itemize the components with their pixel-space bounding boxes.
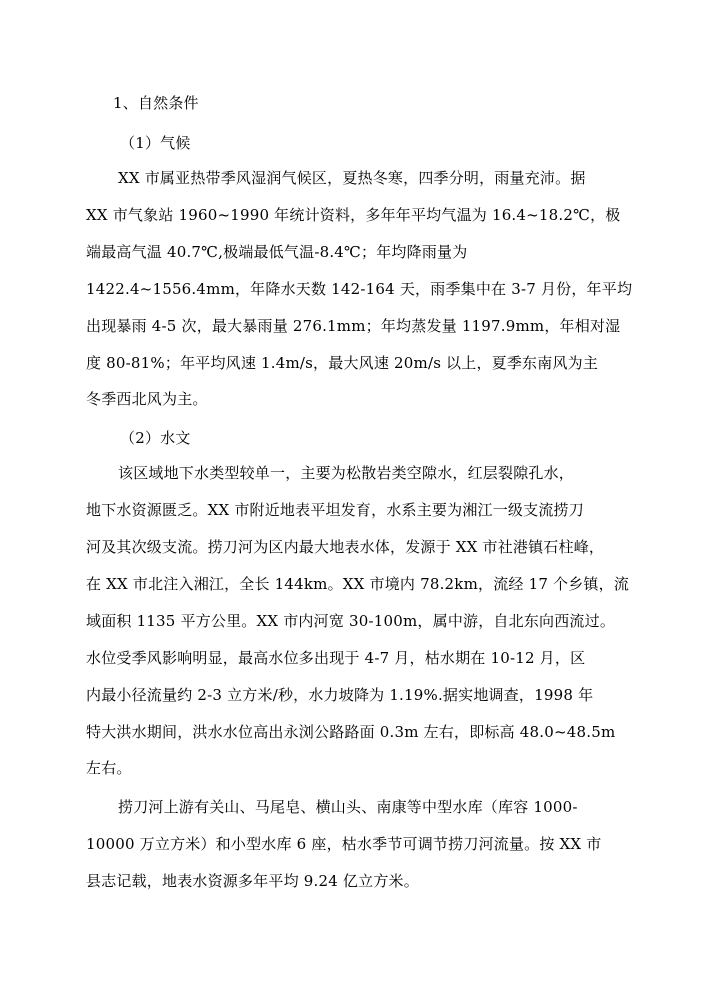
section-heading: 1、自然条件 [113, 94, 199, 112]
hydrology-para2-line-3: 县志记载，地表水资源多年平均 9.24 亿立方米。 [86, 872, 419, 890]
hydrology-line-8: 特大洪水期间，洪水水位高出永浏公路路面 0.3m 左右，即标高 48.0~48.5m [86, 723, 616, 741]
hydrology-line-7: 内最小径流量约 2-3 立方米/秒，水力坡降为 1.19%.据实地调查，1998 年 [86, 686, 594, 704]
climate-line-3: 端最高气温 40.7℃,极端最低气温-8.4℃；年均降雨量为 [86, 243, 468, 261]
climate-line-1: XX 市属亚热带季风湿润气候区，夏热冬寒，四季分明，雨量充沛。据 [118, 169, 586, 187]
hydrology-line-3: 河及其次级支流。捞刀河为区内最大地表水体，发源于 XX 市社港镇石柱峰， [86, 538, 605, 556]
hydrology-para2-line-2: 10000 万立方米）和小型水库 6 座，枯水季节可调节捞刀河流量。按 XX 市 [86, 835, 602, 853]
climate-line-4: 1422.4~1556.4mm，年降水天数 142-164 天，雨季集中在 3-7 月份，年平均 [86, 280, 633, 298]
subsection-label-climate: （1）气候 [120, 134, 191, 152]
hydrology-line-2: 地下水资源匮乏。XX 市附近地表平坦发育，水系主要为湘江一级支流捞刀 [86, 501, 584, 519]
subsection-label-hydrology: （2）水文 [120, 429, 191, 447]
climate-line-7: 冬季西北风为主。 [86, 390, 208, 408]
climate-line-6: 度 80-81%；年平均风速 1.4m/s，最大风速 20m/s 以上，夏季东南风为主 [86, 354, 599, 372]
hydrology-line-9: 左右。 [86, 759, 132, 777]
climate-line-2: XX 市气象站 1960~1990 年统计资料，多年年平均气温为 16.4~18.2℃，极 [86, 206, 621, 224]
hydrology-line-5: 域面积 1135 平方公里。XX 市内河宽 30-100m，属中游，自北东向西流过。 [86, 612, 616, 630]
hydrology-line-4: 在 XX 市北注入湘江，全长 144km。XX 市境内 78.2km，流经 17 个乡镇，流 [86, 575, 630, 593]
hydrology-line-1: 该区域地下水类型较单一，主要为松散岩类空隙水，红层裂隙孔水， [118, 464, 575, 482]
hydrology-line-6: 水位受季风影响明显，最高水位多出现于 4-7 月，枯水期在 10-12 月，区 [86, 649, 586, 667]
climate-line-5: 出现暴雨 4-5 次，最大暴雨量 276.1mm；年均蒸发量 1197.9mm，年相对湿 [86, 317, 621, 335]
hydrology-para2-line-1: 捞刀河上游有关山、马尾皂、横山头、南康等中型水库（库容 1000- [118, 798, 578, 816]
